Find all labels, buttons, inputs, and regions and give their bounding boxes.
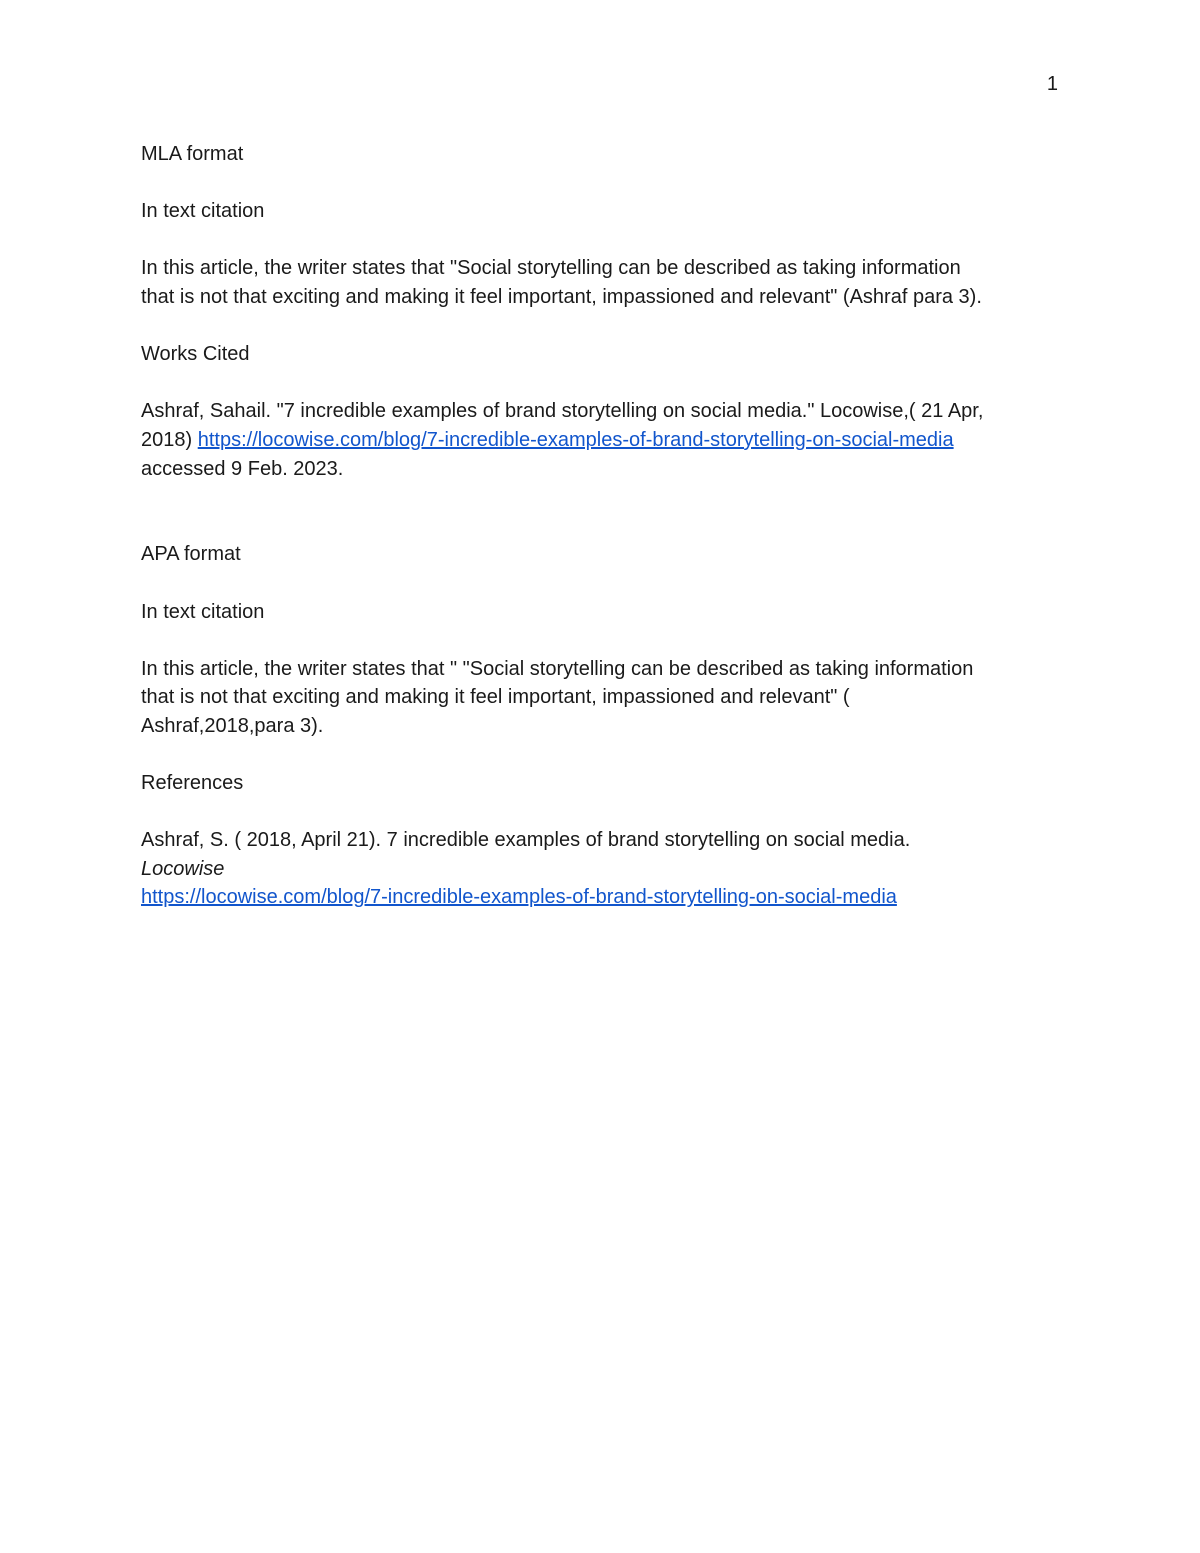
apa-reference-source: Locowise [141, 857, 225, 880]
apa-reference-link-line [141, 883, 1061, 912]
apa-in-text-line-1: In this article, the writer states that " "Social storytelling can be described as taking information [141, 657, 974, 680]
works-cited-heading: Works Cited [141, 343, 250, 366]
mla-in-text-heading: In text citation [141, 200, 265, 223]
page-number: 1 [1046, 73, 1058, 95]
apa-in-text-line-2: that is not that exciting and making it feel important, impassioned and relevant" ( [141, 686, 850, 709]
mla-in-text-line-2: that is not that exciting and making it feel important, impassioned and relevant" (Ashraf para 3). [141, 285, 982, 308]
mla-in-text-line-1: In this article, the writer states that "Social storytelling can be described as taking information [141, 257, 961, 280]
mla-citation-line-1: Ashraf, Sahail. "7 incredible examples of brand storytelling on social media." Locowise,( 21 Apr, [141, 400, 984, 423]
apa-in-text-line-3: Ashraf,2018,para 3). [141, 714, 324, 737]
mla-citation-link[interactable]: https://locowise.com/blog/7-incredible-examples-of-brand-storytelling-on-social-media [197, 428, 954, 451]
mla-citation-line-2 [141, 426, 1061, 455]
mla-heading: MLA format [141, 143, 244, 165]
mla-citation-line-3: accessed 9 Feb. 2023. [141, 457, 344, 480]
mla-citation-year: 2018) [141, 428, 198, 451]
document-body [141, 140, 1061, 912]
apa-heading: APA format [141, 543, 241, 566]
apa-reference-line-1: Ashraf, S. ( 2018, April 21). 7 incredible examples of brand storytelling on social media. [141, 829, 911, 852]
apa-reference-link[interactable]: https://locowise.com/blog/7-incredible-examples-of-brand-storytelling-on-social-media [141, 886, 897, 909]
apa-in-text-heading: In text citation [141, 600, 265, 623]
references-heading: References [141, 772, 244, 795]
